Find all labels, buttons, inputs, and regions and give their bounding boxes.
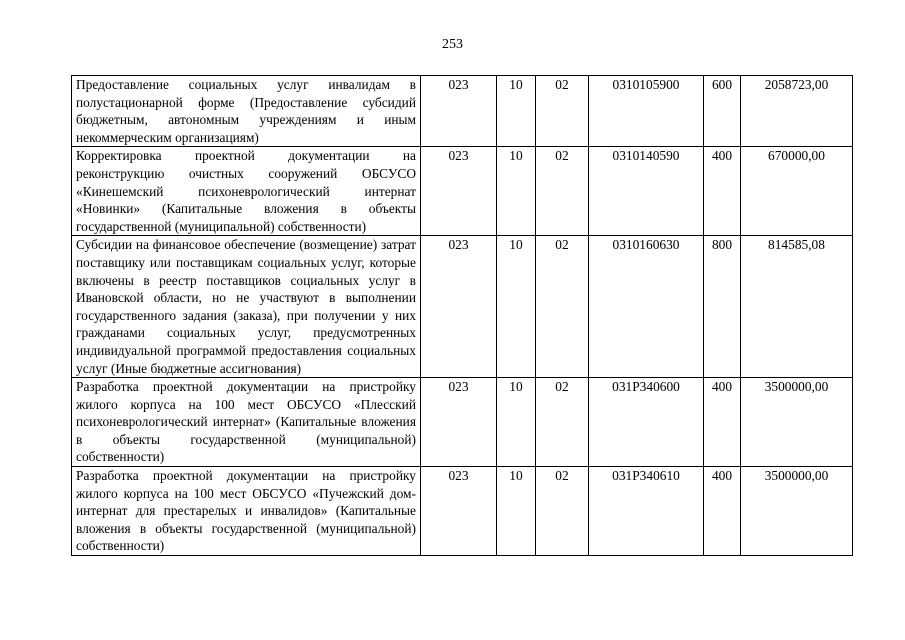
row-description: Разработка проектной документации на пристройку жилого корпуса на 100 мест ОБСУСО «Пучежский дом-интернат для престарелых и инвалидов» (Капитальные вложения в объекты государственной (муниципальной) собственности) — [72, 467, 421, 556]
expense-type-code: 400 — [704, 378, 741, 467]
row-description: Корректировка проектной документации на реконструкцию очистных сооружений ОБСУСО «Кинешемский психоневрологический интернат «Новинки» (Капитальные вложения в объекты государственной (муниципальной) собственности) — [72, 147, 421, 236]
subsection-code: 02 — [536, 467, 589, 556]
target-code: 0310105900 — [589, 76, 704, 147]
section-code: 10 — [497, 467, 536, 556]
target-code: 0310140590 — [589, 147, 704, 236]
table-row — [72, 236, 853, 378]
subsection-code: 02 — [536, 147, 589, 236]
section-code: 10 — [497, 378, 536, 467]
table-row — [72, 467, 853, 556]
target-code: 031P340600 — [589, 378, 704, 467]
amount: 670000,00 — [741, 147, 853, 236]
budget-table-body — [72, 76, 853, 556]
expense-type-code: 400 — [704, 467, 741, 556]
section-code: 10 — [497, 76, 536, 147]
section-code: 10 — [497, 236, 536, 378]
row-description: Предоставление социальных услуг инвалидам в полустационарной форме (Предоставление субсидий бюджетным, автономным учреждениям и иным некоммерческим организациям) — [72, 76, 421, 147]
ministry-code: 023 — [421, 467, 497, 556]
amount: 3500000,00 — [741, 378, 853, 467]
amount: 814585,08 — [741, 236, 853, 378]
expense-type-code: 400 — [704, 147, 741, 236]
ministry-code: 023 — [421, 147, 497, 236]
subsection-code: 02 — [536, 236, 589, 378]
subsection-code: 02 — [536, 76, 589, 147]
target-code: 0310160630 — [589, 236, 704, 378]
row-description: Субсидии на финансовое обеспечение (возмещение) затрат поставщику или поставщикам социальных услуг, которые включены в реестр поставщиков социальных услуг в Ивановской области, но не участвуют в выполнении государственного задания (заказа), при получении у них гражданами социальных услуг, предусмотренных индивидуальной программой предоставления социальных услуг (Иные бюджетные ассигнования) — [72, 236, 421, 378]
expense-type-code: 600 — [704, 76, 741, 147]
ministry-code: 023 — [421, 378, 497, 467]
amount: 3500000,00 — [741, 467, 853, 556]
ministry-code: 023 — [421, 236, 497, 378]
budget-table — [71, 75, 853, 556]
expense-type-code: 800 — [704, 236, 741, 378]
table-row — [72, 76, 853, 147]
table-row — [72, 378, 853, 467]
ministry-code: 023 — [421, 76, 497, 147]
table-row — [72, 147, 853, 236]
subsection-code: 02 — [536, 378, 589, 467]
amount: 2058723,00 — [741, 76, 853, 147]
target-code: 031P340610 — [589, 467, 704, 556]
page-number: 253 — [442, 37, 463, 52]
row-description: Разработка проектной документации на пристройку жилого корпуса на 100 мест ОБСУСО «Плесский психоневрологический интернат» (Капитальные вложения в объекты государственной (муниципальной) собственности) — [72, 378, 421, 467]
section-code: 10 — [497, 147, 536, 236]
